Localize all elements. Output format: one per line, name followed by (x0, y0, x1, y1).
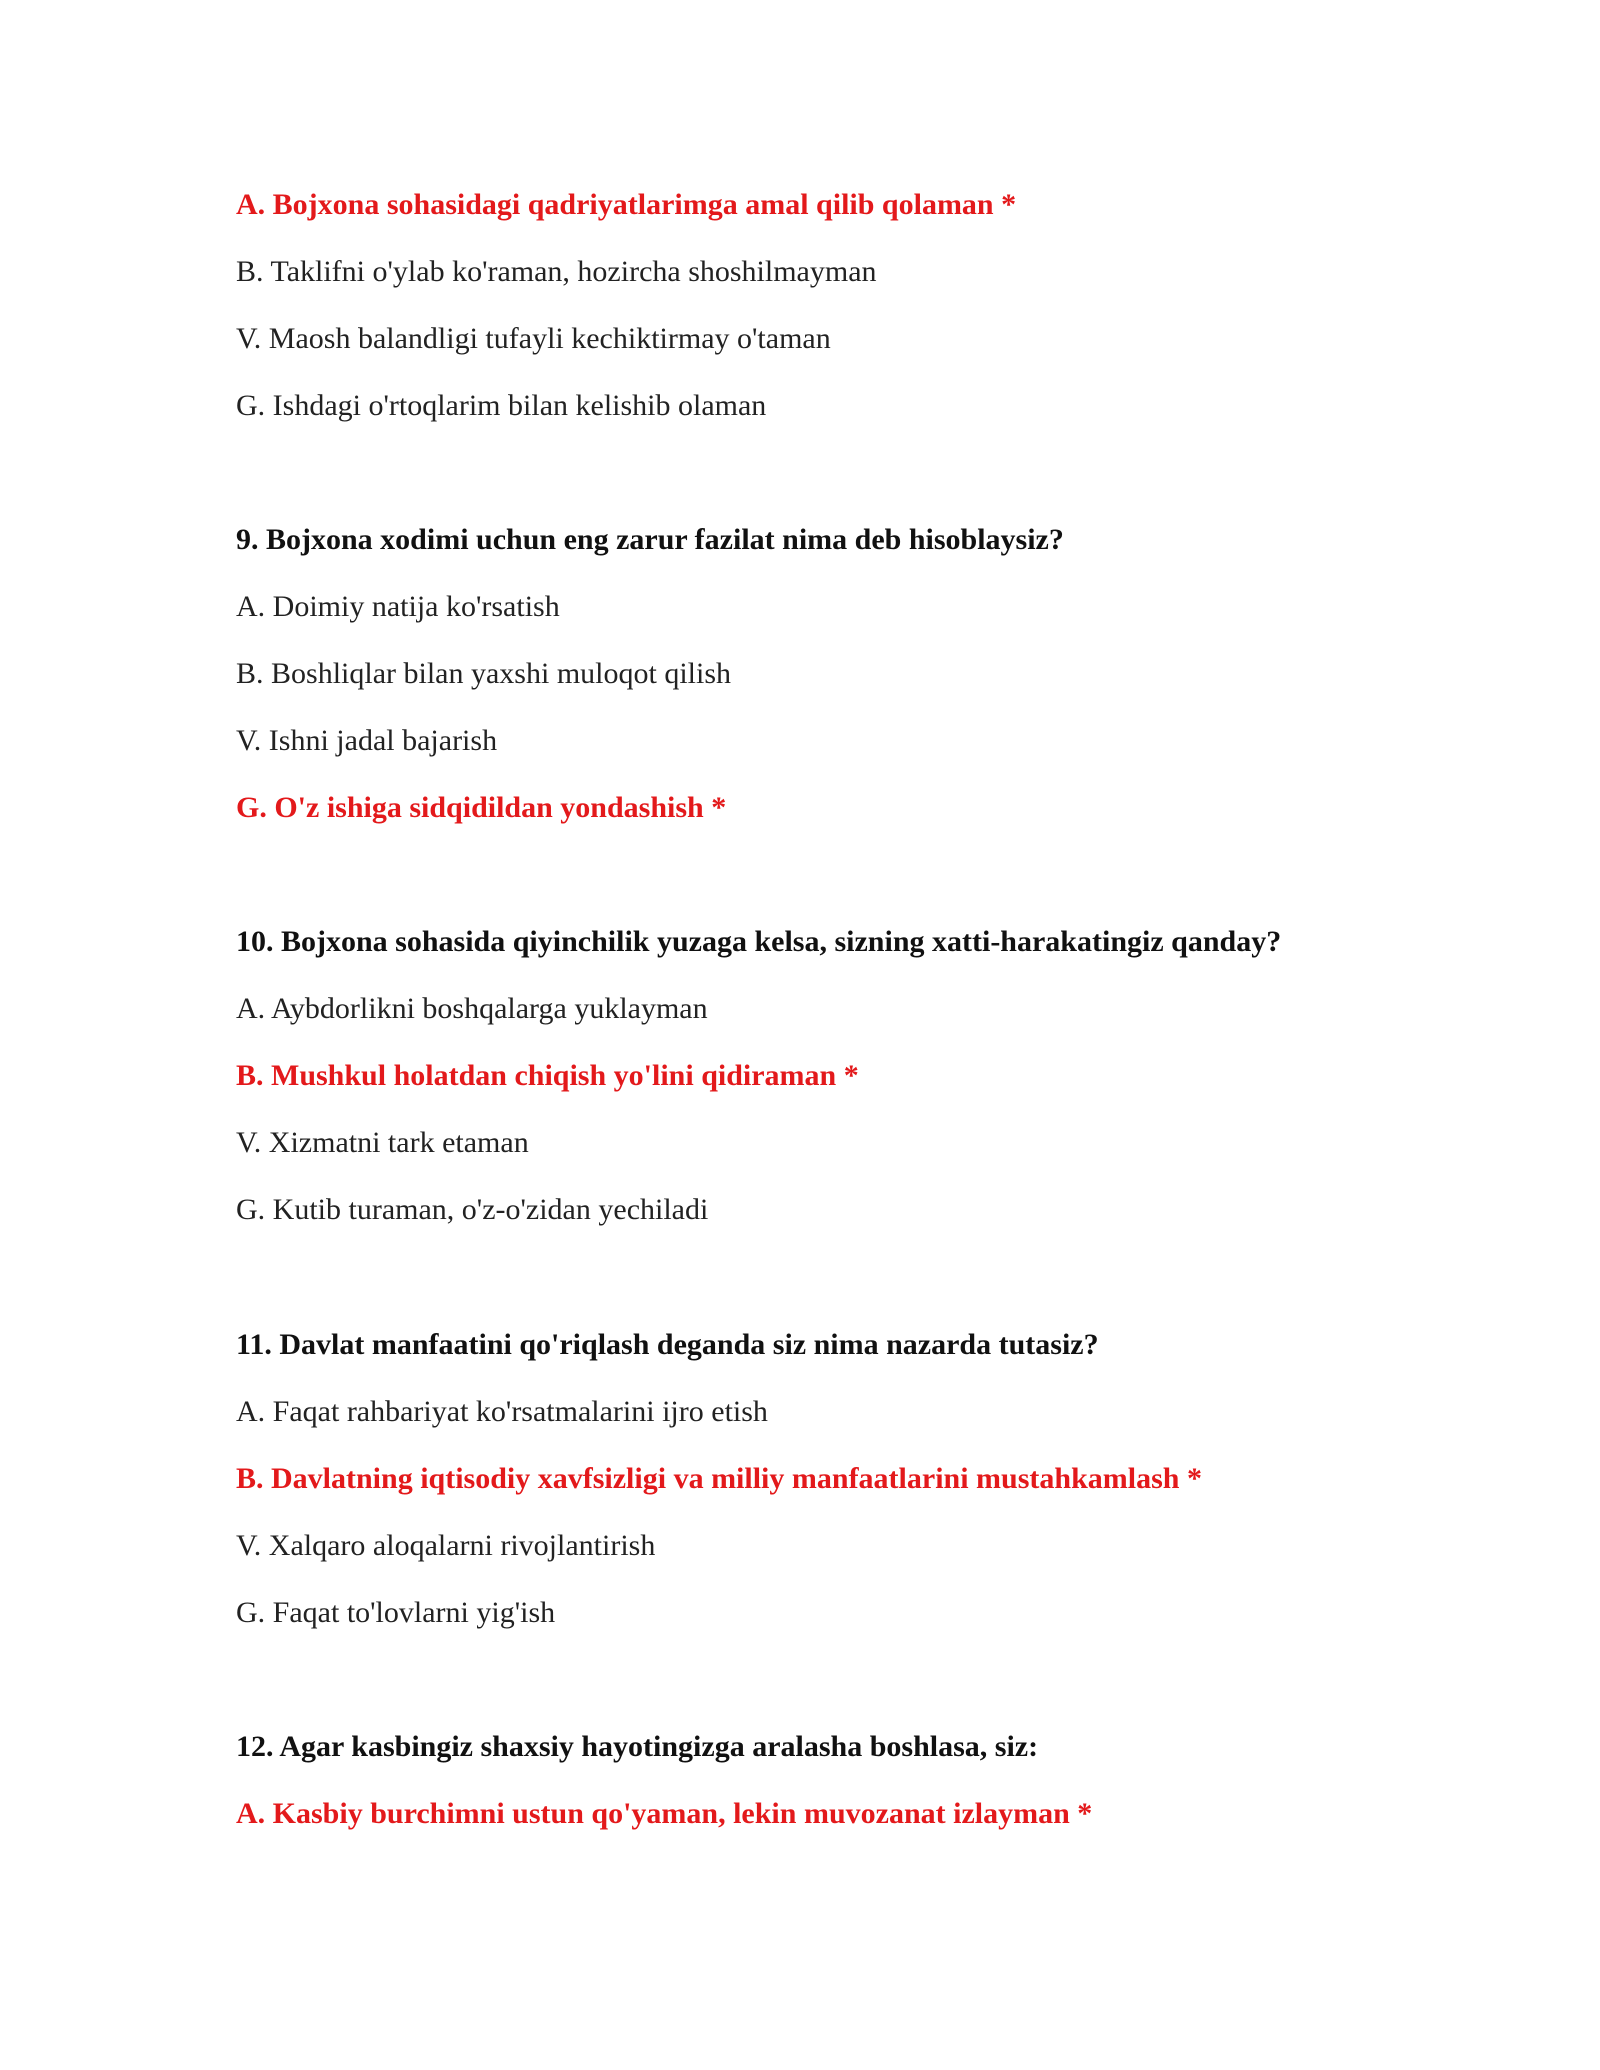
answer-option-correct: A. Kasbiy burchimni ustun qo'yaman, lekin muvozanat izlayman * (236, 1797, 1093, 1830)
question-title: 9. Bojxona xodimi uchun eng zarur fazilat nima deb hisoblaysiz? (236, 523, 1064, 556)
answer-option: A. Faqat rahbariyat ko'rsatmalarini ijro etish (236, 1395, 768, 1428)
answer-option: A. Doimiy natija ko'rsatish (236, 590, 560, 623)
answer-option: B. Taklifni o'ylab ko'raman, hozircha shoshilmayman (236, 255, 877, 288)
question-title: 12. Agar kasbingiz shaxsiy hayotingizga aralasha boshlasa, siz: (236, 1730, 1039, 1763)
answer-option-correct: G. O'z ishiga sidqidildan yondashish * (236, 791, 727, 824)
answer-option: V. Ishni jadal bajarish (236, 724, 498, 757)
answer-option: V. Xalqaro aloqalarni rivojlantirish (236, 1529, 656, 1562)
question-title: 10. Bojxona sohasida qiyinchilik yuzaga kelsa, sizning xatti-harakatingiz qanday? (236, 925, 1282, 958)
answer-option: G. Faqat to'lovlarni yig'ish (236, 1596, 556, 1629)
answer-option: G. Kutib turaman, o'z-o'zidan yechiladi (236, 1193, 709, 1226)
answer-option: V. Maosh balandligi tufayli kechiktirmay o'taman (236, 322, 831, 355)
answer-option: B. Boshliqlar bilan yaxshi muloqot qilish (236, 657, 731, 690)
question-title: 11. Davlat manfaatini qo'riqlash deganda siz nima nazarda tutasiz? (236, 1328, 1099, 1361)
answer-option-correct: B. Davlatning iqtisodiy xavfsizligi va milliy manfaatlarini mustahkamlash * (236, 1462, 1202, 1495)
answer-option: G. Ishdagi o'rtoqlarim bilan kelishib olaman (236, 389, 767, 422)
answer-option: V. Xizmatni tark etaman (236, 1126, 529, 1159)
answer-option-correct: B. Mushkul holatdan chiqish yo'lini qidiraman * (236, 1059, 859, 1092)
answer-option-correct: A. Bojxona sohasidagi qadriyatlarimga amal qilib qolaman * (236, 188, 1017, 221)
answer-option: A. Aybdorlikni boshqalarga yuklayman (236, 992, 708, 1025)
